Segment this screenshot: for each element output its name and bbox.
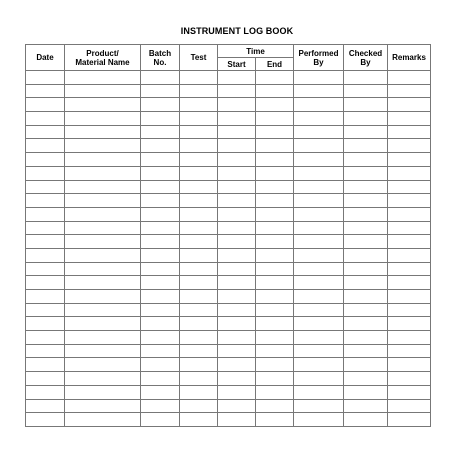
table-header [26,45,431,71]
table-cell-checked-by[interactable] [344,125,388,139]
table-cell-date[interactable] [26,331,65,345]
table-cell-performed-by[interactable] [294,221,344,235]
table-cell-end[interactable] [256,358,294,372]
table-cell-date[interactable] [26,98,65,112]
table-cell-checked-by[interactable] [344,207,388,221]
table-cell-test[interactable] [180,194,218,208]
table-cell-start[interactable] [218,262,256,276]
table-cell-performed-by[interactable] [294,194,344,208]
table-cell-test[interactable] [180,221,218,235]
table-cell-test[interactable] [180,276,218,290]
table-cell-product[interactable] [65,153,141,167]
table-cell-product[interactable] [65,125,141,139]
table-cell-batch[interactable] [141,372,180,386]
table-cell-remarks[interactable] [388,139,431,153]
table-cell-checked-by[interactable] [344,180,388,194]
table-cell-product[interactable] [65,180,141,194]
table-cell-date[interactable] [26,166,65,180]
table-cell-performed-by[interactable] [294,180,344,194]
table-row [26,153,431,167]
table-cell-end[interactable] [256,153,294,167]
table-cell-test[interactable] [180,84,218,98]
table-cell-test[interactable] [180,153,218,167]
column-header-remarks: Remarks [388,45,431,71]
table-cell-start[interactable] [218,358,256,372]
table-cell-start[interactable] [218,112,256,126]
table-cell-end[interactable] [256,290,294,304]
table-cell-remarks[interactable] [388,194,431,208]
table-cell-test[interactable] [180,344,218,358]
table-cell-checked-by[interactable] [344,71,388,85]
table-row [26,331,431,345]
table-cell-checked-by[interactable] [344,139,388,153]
table-cell-date[interactable] [26,317,65,331]
table-row [26,139,431,153]
table-row [26,413,431,427]
table-cell-batch[interactable] [141,84,180,98]
table-cell-product[interactable] [65,290,141,304]
table-cell-date[interactable] [26,344,65,358]
column-header-product-line1: Product/ [86,48,119,58]
table-row [26,221,431,235]
table-cell-date[interactable] [26,180,65,194]
table-cell-performed-by[interactable] [294,399,344,413]
table-cell-remarks[interactable] [388,344,431,358]
table-cell-test[interactable] [180,180,218,194]
table-cell-performed-by[interactable] [294,153,344,167]
table-cell-product[interactable] [65,358,141,372]
column-header-performed-line1: Performed [298,48,339,58]
table-cell-product[interactable] [65,399,141,413]
table-cell-batch[interactable] [141,290,180,304]
table-row [26,194,431,208]
table-cell-test[interactable] [180,125,218,139]
table-cell-test[interactable] [180,262,218,276]
table-cell-date[interactable] [26,413,65,427]
table-cell-batch[interactable] [141,139,180,153]
table-cell-performed-by[interactable] [294,413,344,427]
table-row [26,276,431,290]
table-cell-end[interactable] [256,331,294,345]
table-cell-checked-by[interactable] [344,399,388,413]
table-cell-performed-by[interactable] [294,139,344,153]
table-cell-performed-by[interactable] [294,98,344,112]
table-cell-batch[interactable] [141,303,180,317]
table-cell-checked-by[interactable] [344,262,388,276]
column-header-performed-by [294,45,344,71]
table-cell-product[interactable] [65,331,141,345]
table-cell-test[interactable] [180,290,218,304]
table-cell-product[interactable] [65,317,141,331]
table-cell-start[interactable] [218,139,256,153]
table-cell-end[interactable] [256,399,294,413]
table-cell-end[interactable] [256,276,294,290]
table-cell-test[interactable] [180,71,218,85]
table-cell-date[interactable] [26,276,65,290]
table-cell-start[interactable] [218,344,256,358]
column-header-checked-line1: Checked [348,48,383,58]
table-cell-start[interactable] [218,153,256,167]
table-cell-batch[interactable] [141,71,180,85]
column-header-end: End [256,58,294,71]
table-row [26,248,431,262]
table-cell-date[interactable] [26,399,65,413]
table-cell-checked-by[interactable] [344,235,388,249]
table-cell-performed-by[interactable] [294,331,344,345]
table-cell-test[interactable] [180,248,218,262]
table-cell-remarks[interactable] [388,153,431,167]
table-cell-performed-by[interactable] [294,207,344,221]
table-cell-date[interactable] [26,221,65,235]
table-cell-end[interactable] [256,112,294,126]
table-cell-product[interactable] [65,194,141,208]
table-cell-remarks[interactable] [388,385,431,399]
table-cell-start[interactable] [218,125,256,139]
table-row [26,125,431,139]
table-cell-start[interactable] [218,180,256,194]
table-row [26,262,431,276]
table-cell-end[interactable] [256,317,294,331]
table-cell-remarks[interactable] [388,207,431,221]
table-cell-performed-by[interactable] [294,344,344,358]
table-cell-end[interactable] [256,180,294,194]
column-header-checked-line2: By [360,57,371,67]
table-cell-performed-by[interactable] [294,290,344,304]
table-cell-test[interactable] [180,385,218,399]
table-cell-date[interactable] [26,248,65,262]
table-cell-date[interactable] [26,84,65,98]
table-cell-start[interactable] [218,194,256,208]
column-header-time: Time [218,45,294,58]
column-header-batch-line2: No. [153,57,167,67]
table-cell-checked-by[interactable] [344,98,388,112]
log-table [25,44,431,427]
table-cell-start[interactable] [218,303,256,317]
table-cell-end[interactable] [256,372,294,386]
table-cell-date[interactable] [26,385,65,399]
table-cell-date[interactable] [26,207,65,221]
table-cell-start[interactable] [218,248,256,262]
table-cell-start[interactable] [218,331,256,345]
table-cell-end[interactable] [256,248,294,262]
table-cell-remarks[interactable] [388,166,431,180]
table-cell-end[interactable] [256,125,294,139]
table-cell-checked-by[interactable] [344,358,388,372]
table-cell-remarks[interactable] [388,125,431,139]
table-cell-date[interactable] [26,358,65,372]
table-cell-performed-by[interactable] [294,235,344,249]
table-cell-end[interactable] [256,139,294,153]
table-cell-end[interactable] [256,262,294,276]
table-cell-performed-by[interactable] [294,372,344,386]
table-cell-performed-by[interactable] [294,248,344,262]
table-cell-batch[interactable] [141,221,180,235]
table-cell-remarks[interactable] [388,317,431,331]
table-cell-date[interactable] [26,290,65,304]
table-cell-checked-by[interactable] [344,385,388,399]
table-cell-end[interactable] [256,385,294,399]
table-cell-remarks[interactable] [388,290,431,304]
table-cell-checked-by[interactable] [344,112,388,126]
column-header-batch [141,45,180,71]
table-cell-start[interactable] [218,317,256,331]
table-cell-batch[interactable] [141,112,180,126]
table-row [26,112,431,126]
table-cell-end[interactable] [256,413,294,427]
table-row [26,399,431,413]
table-cell-date[interactable] [26,112,65,126]
table-row [26,385,431,399]
table-cell-performed-by[interactable] [294,84,344,98]
table-cell-checked-by[interactable] [344,413,388,427]
table-cell-remarks[interactable] [388,303,431,317]
table-cell-product[interactable] [65,276,141,290]
table-row [26,166,431,180]
table-cell-batch[interactable] [141,344,180,358]
table-cell-date[interactable] [26,303,65,317]
table-cell-product[interactable] [65,385,141,399]
table-cell-remarks[interactable] [388,399,431,413]
table-cell-checked-by[interactable] [344,290,388,304]
table-cell-batch[interactable] [141,235,180,249]
table-cell-date[interactable] [26,139,65,153]
table-cell-test[interactable] [180,112,218,126]
table-cell-remarks[interactable] [388,372,431,386]
column-header-product-line2: Material Name [75,57,130,67]
table-cell-start[interactable] [218,235,256,249]
table-cell-start[interactable] [218,207,256,221]
table-cell-checked-by[interactable] [344,153,388,167]
page-title: INSTRUMENT LOG BOOK [180,26,294,36]
table-cell-date[interactable] [26,235,65,249]
table-cell-test[interactable] [180,317,218,331]
table-cell-test[interactable] [180,207,218,221]
table-cell-performed-by[interactable] [294,125,344,139]
table-cell-product[interactable] [65,112,141,126]
table-cell-remarks[interactable] [388,71,431,85]
table-cell-product[interactable] [65,372,141,386]
column-header-batch-line1: Batch [148,48,172,58]
table-cell-checked-by[interactable] [344,344,388,358]
table-cell-start[interactable] [218,399,256,413]
table-cell-end[interactable] [256,303,294,317]
table-cell-start[interactable] [218,385,256,399]
table-cell-remarks[interactable] [388,262,431,276]
table-cell-product[interactable] [65,248,141,262]
table-body [26,71,431,427]
table-cell-performed-by[interactable] [294,166,344,180]
table-cell-batch[interactable] [141,317,180,331]
table-cell-batch[interactable] [141,276,180,290]
table-cell-batch[interactable] [141,358,180,372]
table-cell-product[interactable] [65,262,141,276]
table-cell-performed-by[interactable] [294,112,344,126]
table-cell-end[interactable] [256,207,294,221]
table-cell-start[interactable] [218,276,256,290]
column-header-product [65,45,141,71]
table-cell-end[interactable] [256,84,294,98]
table-cell-remarks[interactable] [388,180,431,194]
table-cell-checked-by[interactable] [344,276,388,290]
table-cell-start[interactable] [218,221,256,235]
table-cell-batch[interactable] [141,125,180,139]
table-row [26,344,431,358]
table-cell-performed-by[interactable] [294,385,344,399]
table-cell-start[interactable] [218,290,256,304]
table-row [26,303,431,317]
table-cell-end[interactable] [256,221,294,235]
table-cell-remarks[interactable] [388,276,431,290]
table-cell-date[interactable] [26,125,65,139]
table-cell-batch[interactable] [141,194,180,208]
column-header-test: Test [180,45,218,71]
table-cell-test[interactable] [180,303,218,317]
table-cell-batch[interactable] [141,385,180,399]
table-row [26,207,431,221]
table-cell-remarks[interactable] [388,221,431,235]
table-cell-remarks[interactable] [388,413,431,427]
table-cell-date[interactable] [26,262,65,276]
table-cell-remarks[interactable] [388,331,431,345]
table-cell-batch[interactable] [141,262,180,276]
table-cell-performed-by[interactable] [294,262,344,276]
table-cell-batch[interactable] [141,331,180,345]
table-cell-test[interactable] [180,98,218,112]
table-cell-product[interactable] [65,166,141,180]
table-cell-start[interactable] [218,84,256,98]
table-cell-product[interactable] [65,139,141,153]
table-cell-remarks[interactable] [388,98,431,112]
column-header-performed-line2: By [313,57,324,67]
table-cell-checked-by[interactable] [344,303,388,317]
table-cell-remarks[interactable] [388,235,431,249]
table-cell-end[interactable] [256,194,294,208]
table-cell-batch[interactable] [141,166,180,180]
table-cell-product[interactable] [65,71,141,85]
table-cell-performed-by[interactable] [294,71,344,85]
table-row [26,372,431,386]
table-cell-batch[interactable] [141,399,180,413]
table-cell-product[interactable] [65,207,141,221]
table-cell-performed-by[interactable] [294,358,344,372]
table-cell-checked-by[interactable] [344,84,388,98]
table-cell-remarks[interactable] [388,358,431,372]
table-cell-start[interactable] [218,413,256,427]
table-row [26,98,431,112]
table-cell-end[interactable] [256,235,294,249]
table-cell-batch[interactable] [141,413,180,427]
table-cell-checked-by[interactable] [344,331,388,345]
table-row [26,235,431,249]
table-cell-test[interactable] [180,139,218,153]
table-cell-product[interactable] [65,303,141,317]
table-cell-test[interactable] [180,399,218,413]
table-cell-date[interactable] [26,71,65,85]
table-cell-start[interactable] [218,166,256,180]
table-row [26,180,431,194]
table-cell-checked-by[interactable] [344,166,388,180]
table-cell-checked-by[interactable] [344,194,388,208]
table-cell-remarks[interactable] [388,112,431,126]
table-cell-start[interactable] [218,372,256,386]
table-cell-start[interactable] [218,71,256,85]
table-cell-test[interactable] [180,166,218,180]
table-cell-end[interactable] [256,166,294,180]
table-cell-batch[interactable] [141,248,180,262]
table-cell-performed-by[interactable] [294,276,344,290]
table-cell-checked-by[interactable] [344,317,388,331]
table-cell-product[interactable] [65,221,141,235]
column-header-date: Date [26,45,65,71]
table-row [26,290,431,304]
table-cell-product[interactable] [65,413,141,427]
table-cell-test[interactable] [180,358,218,372]
table-row [26,317,431,331]
table-cell-remarks[interactable] [388,248,431,262]
table-cell-batch[interactable] [141,180,180,194]
table-cell-checked-by[interactable] [344,372,388,386]
table-cell-test[interactable] [180,372,218,386]
column-header-start: Start [218,58,256,71]
table-cell-checked-by[interactable] [344,248,388,262]
table-cell-product[interactable] [65,235,141,249]
table-cell-end[interactable] [256,344,294,358]
table-cell-product[interactable] [65,98,141,112]
table-cell-end[interactable] [256,98,294,112]
table-cell-test[interactable] [180,413,218,427]
column-header-checked-by [344,45,388,71]
table-cell-start[interactable] [218,98,256,112]
table-cell-performed-by[interactable] [294,303,344,317]
table-row [26,71,431,85]
table-cell-test[interactable] [180,235,218,249]
table-cell-test[interactable] [180,331,218,345]
table-cell-date[interactable] [26,194,65,208]
table-cell-product[interactable] [65,84,141,98]
table-row [26,358,431,372]
table-cell-product[interactable] [65,344,141,358]
table-cell-checked-by[interactable] [344,221,388,235]
table-cell-end[interactable] [256,71,294,85]
table-cell-date[interactable] [26,372,65,386]
table-cell-performed-by[interactable] [294,317,344,331]
table-cell-batch[interactable] [141,207,180,221]
table-cell-date[interactable] [26,153,65,167]
table-row [26,84,431,98]
table-cell-batch[interactable] [141,153,180,167]
table-cell-remarks[interactable] [388,84,431,98]
table-cell-batch[interactable] [141,98,180,112]
